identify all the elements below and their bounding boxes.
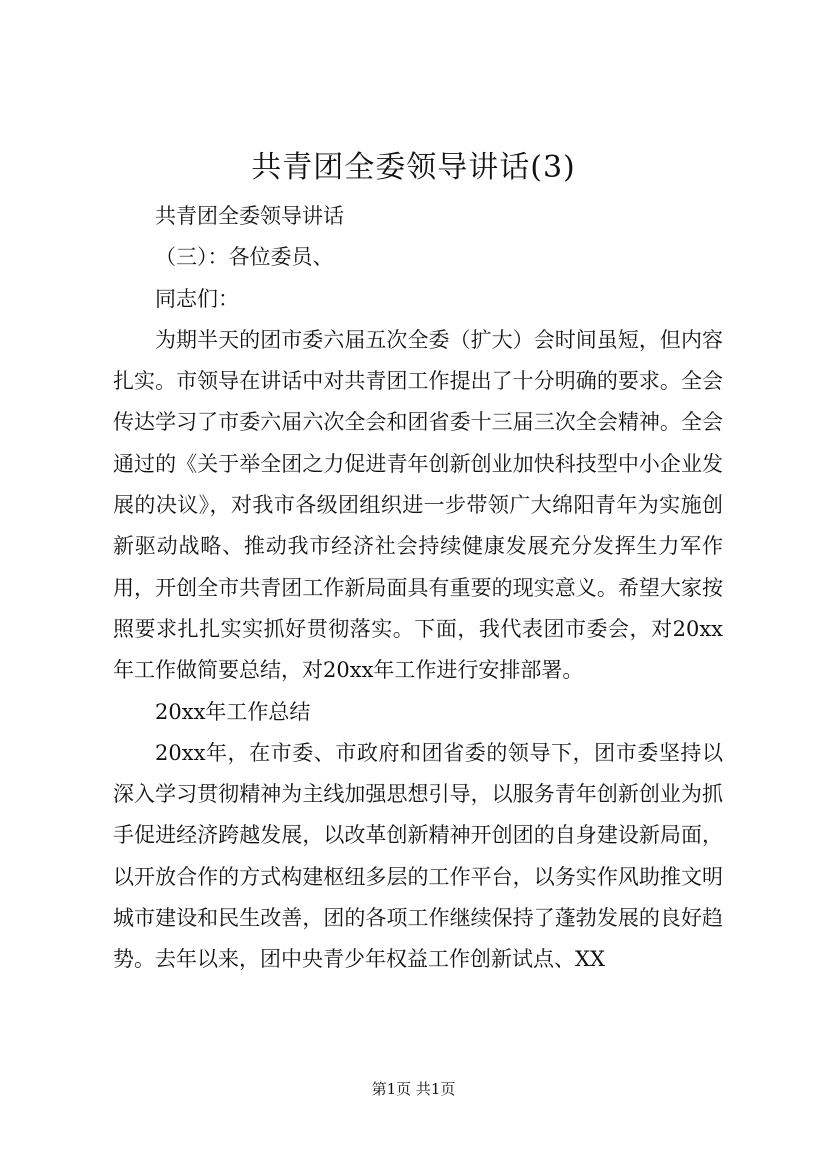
page-footer: 第1页 共1页 (371, 1080, 456, 1098)
paragraph-section-title: 20xx年工作总结 (155, 699, 311, 724)
paragraph-intro: 为期半天的团市委六届五次全委（扩大）会时间虽短，但内容扎实。市领导在讲话中对共青团工作提出了十分明确的要求。全会传达学习了市委六届六次全会和团省委十三届三次全会精神。全会通过的《关于举全团之力促进青年创新创业加快科技型中小企业发展的决议》，对我市各级团组织进一步带领广大绵阳青年为实施创新驱动战略、推动我市经济社会持续健康发展充分发挥生力军作用，开创全市共青团工作新局面具有重要的现实意义。希望大家按照要求扎扎实实抓好贯彻落实。下面，我代表团市委会，对20xx年工作做简要总结，对20xx年工作进行安排部署。 (113, 327, 723, 683)
document-body (113, 196, 723, 981)
paragraph-salutation: 同志们： (155, 286, 239, 311)
document-title: 共青团全委领导讲话(3) (251, 150, 576, 185)
paragraph-heading: 共青团全委领导讲话 (155, 204, 344, 228)
paragraph-summary: 20xx年，在市委、市政府和团省委的领导下，团市委坚持以深入学习贯彻精神为主线加强思想引导，以服务青年创新创业为抓手促进经济跨越发展，以改革创新精神开创团的自身建设新局面，以开放合作的方式构建枢纽多层的工作平台，以务实作风助推文明城市建设和民生改善，团的各项工作继续保持了蓬勃发展的良好趋势。去年以来，团中央青少年权益工作创新试点、XX (113, 740, 723, 972)
paragraph-subheading: （三）：各位委员、 (155, 245, 334, 270)
